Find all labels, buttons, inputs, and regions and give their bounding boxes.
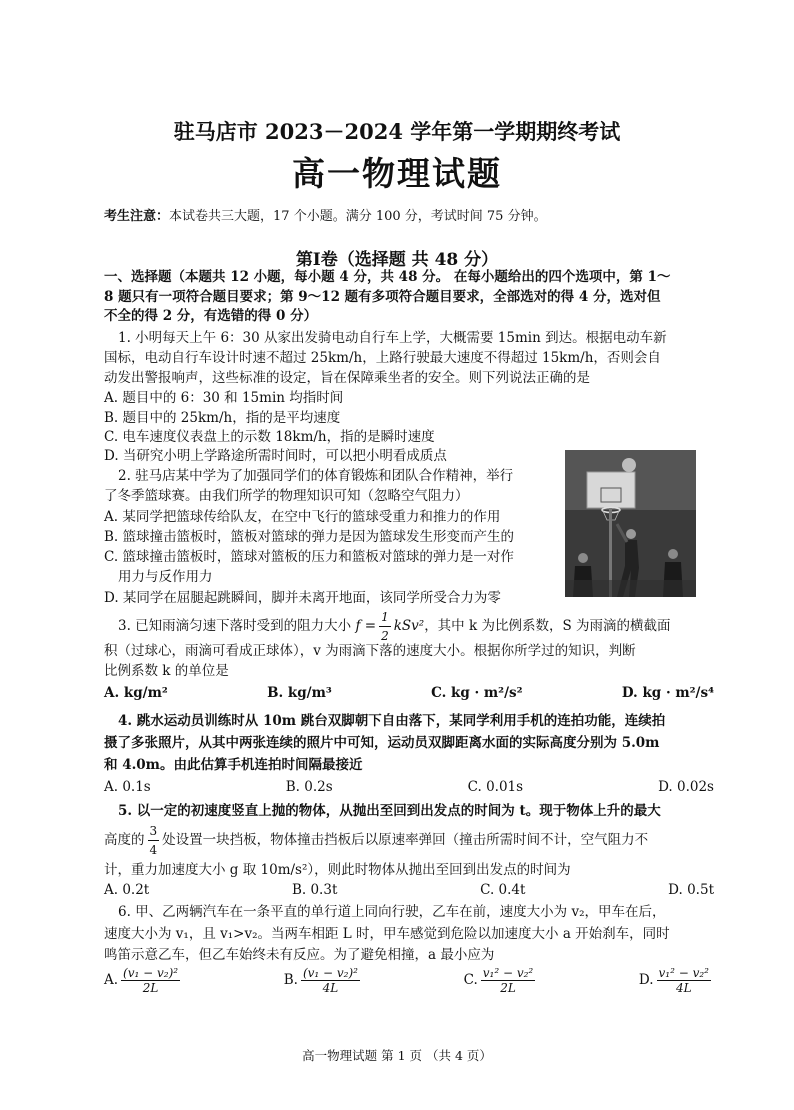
q1-option-d: D. 当研究小明上学路途所需时间时，可以把小明看成质点 — [104, 448, 447, 464]
q4-option-a: A. 0.1s — [104, 779, 151, 795]
q3-formula-fraction — [379, 608, 391, 645]
q6-option-c-fraction — [481, 966, 535, 995]
q4-stem-line: 摄了多张照片，从其中两张连续的照片中可知，运动员双脚距离水面的实际高度分别为 5.0m — [104, 735, 660, 751]
q3-option-a: A. kg/m² — [104, 685, 168, 701]
q5-options-row — [104, 882, 714, 898]
q4-stem-line: 和 4.0m。由此估算手机连拍时间隔最接近 — [104, 757, 363, 773]
q2-option-c: C. 篮球撞击篮板时，篮球对篮板的压力和篮板对篮球的弹力是一对作 — [104, 549, 514, 565]
q4-option-c: C. 0.01s — [467, 779, 524, 795]
q6-option-a-fraction — [121, 966, 180, 995]
q5-fraction — [148, 822, 160, 859]
q1-option-b: B. 题目中的 25km/h，指的是平均速度 — [104, 410, 341, 426]
q6-option-a-numerator: (v₁ − v₂)² — [123, 966, 179, 980]
exam-title-line2: 高一物理试题 — [292, 154, 502, 193]
q6-option-b-fraction — [301, 966, 360, 995]
q3-formula-denominator: 2 — [381, 629, 389, 643]
q5-option-a: A. 0.2t — [104, 882, 150, 898]
q5-option-b: B. 0.3t — [291, 882, 338, 898]
q6-option-a-denominator: 2L — [142, 981, 159, 995]
q4-options-row — [104, 779, 714, 795]
q5-option-d: D. 0.5t — [668, 882, 714, 898]
q6-option-c-numerator: v₁² − v₂² — [482, 966, 534, 980]
q3-stem-line3: 比例系数 k 的单位是 — [104, 663, 229, 679]
q3-formula-numerator: 1 — [379, 608, 391, 627]
q6-option-b-numerator: (v₁ − v₂)² — [302, 966, 358, 980]
basketball-photo — [565, 450, 696, 597]
q4-stem-line: 4. 跳水运动员训练时从 10m 跳台双脚朝下自由落下，某同学利用手机的连拍功能，连续拍 — [118, 713, 666, 729]
q6-option-c — [464, 966, 539, 995]
q6-option-b-denominator: 4L — [322, 981, 339, 995]
q6-option-d — [639, 966, 714, 995]
q3-formula-tail: kSv² — [393, 618, 425, 634]
q1-option-a: A. 题目中的 6：30 和 15min 均指时间 — [104, 390, 344, 406]
q1-stem-line: 1. 小明每天上午 6：30 从家出发骑电动自行车上学，大概需要 15min 到达。根据电动车新 — [118, 330, 667, 346]
q2-option-c-cont: 用力与反作用力 — [118, 569, 213, 585]
q6-option-d-denominator: 4L — [675, 981, 692, 995]
q6-option-d-numerator: v₁² − v₂² — [658, 966, 709, 980]
q6-stem-line: 鸣笛示意乙车，但乙车始终未有反应。为了避免相撞，a 最小应为 — [104, 947, 495, 963]
q5-fraction-numerator: 3 — [148, 822, 160, 841]
exam-title-line1: 驻马店市 2023－2024 学年第一学期期终考试 — [173, 119, 621, 144]
q3-option-c: C. kg · m²/s² — [431, 685, 523, 701]
q3-stem-line — [118, 608, 671, 645]
q3-formula-f: f = — [355, 618, 377, 634]
q2-option-b: B. 篮球撞击篮板时，篮板对篮球的弹力是因为篮球发生形变而产生的 — [104, 529, 515, 545]
q5-stem-line2 — [104, 822, 648, 859]
q6-option-b — [284, 966, 363, 995]
q6-option-a-label: A. — [104, 972, 119, 988]
q6-option-a — [104, 966, 183, 995]
q1-option-c: C. 电车速度仪表盘上的示数 18km/h，指的是瞬时速度 — [104, 429, 435, 445]
q6-option-d-label: D. — [638, 972, 654, 988]
q5-fraction-denominator: 4 — [149, 843, 158, 857]
section-intro-line: 一、选择题（本题共 12 小题，每小题 4 分，共 48 分。 在每小题给出的四个选项中，第 1～ — [104, 269, 671, 285]
q2-option-a: A. 某同学把篮球传给队友，在空中飞行的篮球受重力和推力的作用 — [104, 509, 501, 525]
notice-label: 考生注意： — [104, 209, 170, 224]
notice-text: 本试卷共三大题，17 个小题。满分 100 分，考试时间 75 分钟。 — [169, 209, 547, 224]
q3-options-row — [104, 685, 714, 701]
section-intro-line: 不全的得 2 分，有选错的得 0 分） — [104, 308, 318, 324]
q6-option-b-label: B. — [283, 972, 298, 988]
q6-option-d-fraction — [657, 966, 711, 995]
q3-stem-end: ，其中 k 为比例系数，S 为雨滴的横截面 — [424, 618, 671, 634]
q5-option-c: C. 0.4t — [480, 882, 526, 898]
q2-option-d: D. 某同学在屈腿起跳瞬间，脚并未离开地面，该同学所受合力为零 — [104, 590, 501, 606]
q6-option-c-denominator: 2L — [500, 981, 516, 995]
section-title: 第Ⅰ卷（选择题 共 48 分） — [295, 250, 499, 270]
q5-line2-start: 高度的 — [104, 832, 145, 848]
q3-stem-start: 3. 已知雨滴匀速下落时受到的阻力大小 — [118, 618, 352, 634]
q1-stem-line: 国标，电动自行车设计时速不超过 25km/h，上路行驶最大速度不得超过 15km/h，否则会自 — [104, 350, 661, 366]
page-footer: 高一物理试题 第 1 页 （共 4 页） — [302, 1048, 492, 1063]
candidate-notice — [104, 205, 547, 224]
q6-option-c-label: C. — [463, 972, 478, 988]
basketball-scene-icon — [565, 450, 696, 597]
q6-options-row — [104, 966, 714, 995]
q2-stem-line: 2. 驻马店某中学为了加强同学们的体育锻炼和团队合作精神，举行 — [118, 468, 514, 484]
q1-stem-line: 动发出警报响声，这些标准的设定，旨在保障乘坐者的安全。则下列说法正确的是 — [104, 370, 590, 386]
q3-option-d: D. kg · m²/s⁴ — [621, 685, 714, 701]
q3-option-b: B. kg/m³ — [267, 685, 332, 701]
q6-stem-line: 6. 甲、乙两辆汽车在一条平直的单行道上同向行驶，乙车在前，速度大小为 v₂，甲车在后， — [118, 904, 666, 920]
q5-line2-end: 处设置一块挡板，物体撞击挡板后以原速率弹回（撞击所需时间不计，空气阻力不 — [162, 832, 649, 848]
q2-stem-line: 了冬季篮球赛。由我们所学的物理知识可知（忽略空气阻力） — [104, 488, 469, 504]
q3-stem-line2: 积（过球心，雨滴可看成正球体），v 为雨滴下落的速度大小。根据你所学过的知识，判断 — [104, 643, 636, 659]
q4-option-d: D. 0.02s — [658, 779, 714, 795]
q6-stem-line: 速度大小为 v₁，且 v₁>v₂。当两车相距 L 时，甲车感觉到危险以加速度大小 a 开始刹车，同时 — [104, 926, 670, 942]
section-intro-line: 8 题只有一项符合题目要求；第 9～12 题有多项符合题目要求，全部选对的得 4 分，选对但 — [104, 289, 661, 305]
q5-stem-line3: 计，重力加速度大小 g 取 10m/s²），则此时物体从抛出至回到出发点的时间为 — [104, 862, 571, 878]
q4-option-b: B. 0.2s — [285, 779, 333, 795]
q5-stem-line1: 5. 以一定的初速度竖直上抛的物体，从抛出至回到出发点的时间为 t。现于物体上升的最大 — [118, 803, 661, 819]
